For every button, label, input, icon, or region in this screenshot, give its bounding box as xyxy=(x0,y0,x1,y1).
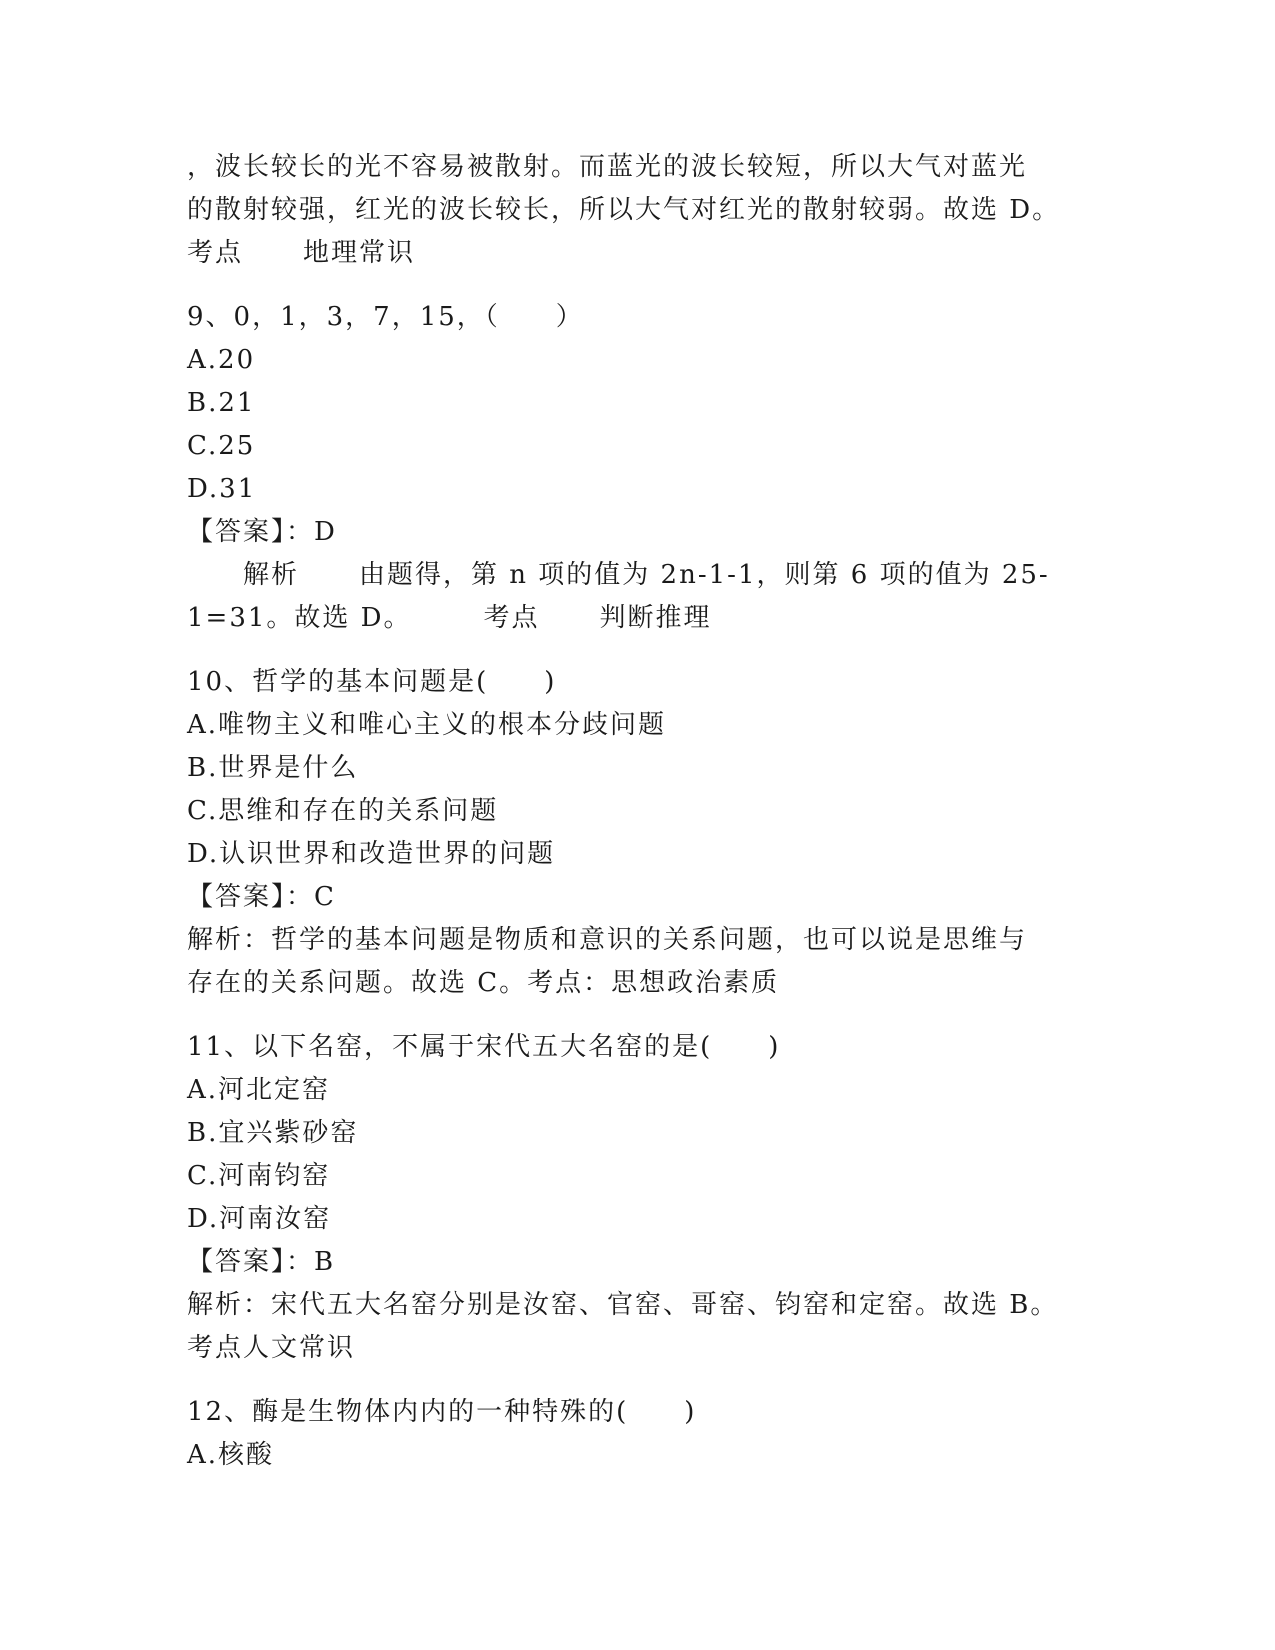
intro-line-1: ，波长较长的光不容易被散射。而蓝光的波长较短，所以大气对蓝光 xyxy=(187,152,1028,182)
question-10-analysis-2: 存在的关系问题。故选 C。考点：思想政治素质 xyxy=(187,968,780,998)
analysis-text-2: 1=31。故选 D。 xyxy=(187,603,412,633)
question-9-analysis-line-2 xyxy=(187,597,1087,640)
question-11-analysis-2: 考点人文常识 xyxy=(187,1333,356,1363)
question-12-option-a: A.核酸 xyxy=(187,1440,275,1470)
page-content xyxy=(187,146,1087,1477)
question-10-option-a: A.唯物主义和唯心主义的根本分歧问题 xyxy=(187,710,667,740)
question-12-stem: 12、酶是生物体内内的一种特殊的( ) xyxy=(187,1397,697,1427)
question-10-option-b: B.世界是什么 xyxy=(187,753,359,783)
intro-line-2: 的散射较强，红光的波长较长，所以大气对红光的散射较弱。故选 D。 xyxy=(187,195,1061,225)
question-9-option-c: C.25 xyxy=(187,431,256,461)
question-10-answer: 【答案】：C xyxy=(187,882,336,912)
question-11-analysis-1: 解析：宋代五大名窑分别是汝窑、官窑、哥窑、钧窑和定窑。故选 B。 xyxy=(187,1290,1059,1320)
question-9-option-d: D.31 xyxy=(187,474,257,504)
intro-kaodian xyxy=(187,232,1087,275)
question-10-option-c: C.思维和存在的关系问题 xyxy=(187,796,499,826)
kaodian-label: 考点 xyxy=(187,238,244,268)
question-11-option-d: D.河南汝窑 xyxy=(187,1204,332,1234)
question-9-option-b: B.21 xyxy=(187,388,256,418)
question-11-option-c: C.河南钧窑 xyxy=(187,1161,331,1191)
question-9-answer: 【答案】：D xyxy=(187,517,337,547)
question-9-stem: 9、0，1，3，7，15，（ ） xyxy=(187,302,584,332)
kaodian-value: 地理常识 xyxy=(303,238,416,268)
question-10-stem: 10、哲学的基本问题是( ) xyxy=(187,667,557,697)
question-9-option-a: A.20 xyxy=(187,345,256,375)
question-11-answer: 【答案】：B xyxy=(187,1247,336,1277)
analysis-label: 解析 xyxy=(243,560,300,590)
kaodian-label: 考点 xyxy=(483,603,540,633)
question-10-analysis-1: 解析：哲学的基本问题是物质和意识的关系问题，也可以说是思维与 xyxy=(187,925,1028,955)
question-11-option-b: B.宜兴紫砂窑 xyxy=(187,1118,359,1148)
question-11-stem: 11、以下名窑，不属于宋代五大名窑的是( ) xyxy=(187,1032,781,1062)
question-11-option-a: A.河北定窑 xyxy=(187,1075,331,1105)
question-10-option-d: D.认识世界和改造世界的问题 xyxy=(187,839,556,869)
kaodian-value: 判断推理 xyxy=(599,603,712,633)
question-9-analysis xyxy=(187,554,1087,597)
analysis-text: 由题得，第 n 项的值为 2n-1-1，则第 6 项的值为 25- xyxy=(359,560,1050,590)
